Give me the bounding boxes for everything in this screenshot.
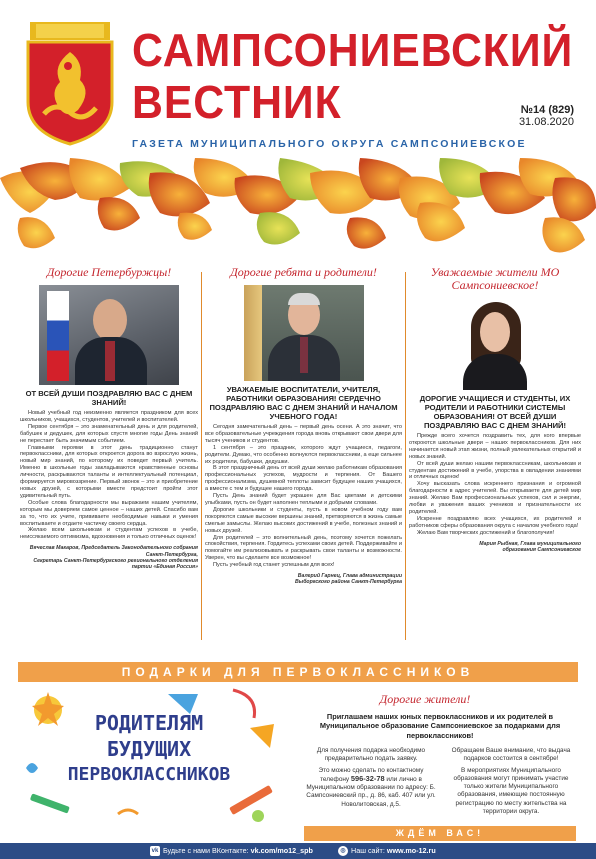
footer-bar: [0, 843, 596, 859]
paragraph: 1 сентября – это праздник, которого ждут учащиеся, педагоги, родители. Думаю, что особенно волнуются первоклассники, а еще сильнее их родители, бабушки, дедушки.: [205, 444, 402, 465]
article-signature: [20, 545, 198, 571]
phone-number[interactable]: 596-32-78: [350, 773, 385, 783]
article-column-3: [409, 266, 581, 646]
paragraph: Сегодня замечательный день – первый день осени. А это значит, что все образовательные учреждения города вновь открывают свои двери для тысяч учеников и студентов.: [205, 424, 402, 444]
gifts-right-column: [446, 747, 576, 816]
portrait-photo-1: [39, 285, 179, 385]
section-banner: ПОДАРКИ ДЛЯ ПЕРВОКЛАССНИКОВ: [18, 662, 578, 682]
signature-name: Мария Рыбная, Глава муниципального: [479, 540, 581, 547]
paragraph: Для родителей – это волнительный день, поэтому хочется пожелать спокойствия, терпения. Гордитесь успехами своих детей. Поддерживайте и помогайте им реализовывать и раскрывать свои таланты и возможности. Уверен, что вы сделаете все возможное!: [205, 534, 402, 562]
signature-name: Валерий Гарнец, Глава администрации: [297, 573, 402, 580]
masthead-title-line1: САМПСОНИЕВСКИЙ: [132, 24, 574, 76]
article-signature: [205, 573, 402, 586]
illustration-line: БУДУЩИХ: [106, 737, 192, 761]
issue-date: 31.08.2020: [518, 116, 574, 128]
site-label: Наш сайт:: [351, 846, 385, 855]
greeting-heading: Уважаемые жители МО Сампсониевское!: [430, 266, 560, 292]
paragraph: Пусть учебный год станет успешным для всех!: [213, 562, 335, 569]
site-link[interactable]: www.mo-12.ru: [386, 846, 436, 855]
illustration-line: РОДИТЕЛЯМ: [94, 711, 204, 735]
signature-role: образования Сампсониевское: [502, 547, 581, 553]
footer-vk: [150, 843, 313, 859]
article-headline: ДОРОГИЕ УЧАЩИЕСЯ И СТУДЕНТЫ, ИХ РОДИТЕЛИ И РАБОТНИКИ СИСТЕМЫ ОБРАЗОВАНИЯ! ОТ ВСЕЙ ДУШИ ПОЗДРАВЛЯЮ ВАС С ДНЕМ ЗНАНИЙ!: [419, 394, 571, 430]
paragraph: Прежде всего хочется поздравить тех, для кого впервые откроются школьные двери – наших первоклассников. Для них начинается новый этап жизни, полный увлекательных открытий и новых знаний.: [409, 433, 581, 460]
column-divider: [201, 272, 202, 640]
article-column-2: [205, 266, 402, 646]
vk-icon: vk: [151, 848, 159, 855]
illustration-line: ПЕРВОКЛАССНИКОВ: [67, 764, 231, 785]
paragraph: Дорогие школьники и студенты, пусть в новом учебном году вам покоряются самые высокие вершины знаний, претворяются в жизнь самые смелые замыслы. Желаю высоких достижений в учебе, полезных знаний и новых друзей.: [205, 506, 402, 534]
portrait-photo-3: [449, 298, 541, 390]
paragraph: Пусть День знаний будет украшен для Вас цветами и детскими улыбками, пусть он будет наполнен теплыми и добрыми словами.: [205, 493, 402, 506]
paragraph: Желаю Вам творческих достижений и благополучия!: [417, 529, 555, 536]
paragraph: Для получения подарка необходимо предварительно подать заявку.: [316, 747, 426, 763]
article-signature: [409, 541, 581, 554]
paragraph: Особые слова благодарности мы выражаем нашим учителям, которым мы доверяем самое ценное – наших детей. Спасибо вам за то, что их учите, прививаете необходимые навыки и умения воспитываете и отдаете частичку своего сердца.: [20, 499, 198, 527]
coat-of-arms-emblem: [22, 22, 118, 146]
text: или лично в Муниципальном образовании по адресу: Б. Сампсониевский пр., д. 86, каб. 407 или ул. Новолитовская, д.5.: [306, 775, 436, 808]
paragraph: Новый учебный год неизменно является праздником для всех школьников, учащихся, студентов, учителей и воспитателей.: [20, 410, 198, 423]
column-divider: [405, 272, 406, 640]
footer-site: [338, 843, 436, 859]
signature-role: Секретарь Санкт-Петербургского регионального отделения партии «Единая Россия»: [33, 558, 198, 571]
portrait-photo-2: [244, 285, 364, 381]
text: Это можно сделать по контактному телефону: [318, 766, 424, 783]
gifts-greeting: Дорогие жители!: [379, 692, 471, 706]
autumn-leaves-decoration: [0, 158, 596, 268]
paragraph: Главными героями в этот день традиционно станут первоклассники, для которых откроется дорога во взрослую жизнь, новый мир знаний, по которому их поведет первый учитель. Именно в школьные годы закладываются нравственные основы личности, раскрываются таланты и интеллектуальный потенциал, формируется мировоззрение. Первый звонок – это и приобретение новых друзей, с которыми вместе предстоит пройти этот удивительный путь.: [20, 444, 198, 499]
vk-label: Будьте с нами ВКонтакте:: [163, 846, 249, 855]
globe-icon: ◎: [338, 846, 348, 856]
paragraph: Первое сентября – это знаменательный день и для родителей, бабушек и дедушек, для которых спустя многие годы День знаний не перестает быть значимым событием.: [20, 423, 198, 444]
issue-number: №14 (829): [520, 104, 574, 116]
paragraph: От всей души желаю нашим первоклассникам, школьникам и студентам достижений в учебе, упорства в овладении знаниями и отличных оценок!: [409, 460, 581, 481]
paragraph: Обращаем Ваше внимание, что выдача подарков состоится в сентябре!: [451, 747, 571, 763]
paragraph: Желаю всем школьникам и студентам успехов в учебе, неиссякаемого оптимизма, вдохновения и только отличных оценок!: [20, 527, 198, 541]
signature-role: Выборгского района Санкт-Петербурга: [295, 579, 402, 586]
paragraph: В мероприятиях Муниципального образования могут принимать участие только жители Муниципального образования, имеющие постоянную регистрацию по месту жительства на территории округа.: [453, 766, 569, 816]
paragraph: [306, 767, 436, 809]
article-column-1: [20, 266, 198, 646]
article-body: [20, 410, 198, 541]
vk-link[interactable]: vk.com/mo12_spb: [250, 846, 313, 855]
signature-name: Вячеслав Макаров, Председатель Законодательного собрания Санкт-Петербурга,: [29, 545, 198, 558]
article-headline: УВАЖАЕМЫЕ ВОСПИТАТЕЛИ, УЧИТЕЛЯ, РАБОТНИКИ ОБРАЗОВАНИЯ! СЕРДЕЧНО ПОЗДРАВЛЯЮ ВАС С ДНЕМ ЗНАНИЙ И НАЧАЛОМ УЧЕБНОГО ГОДА!: [209, 385, 398, 421]
greeting-heading: Дорогие ребята и родители!: [230, 266, 377, 279]
masthead-subtitle: ГАЗЕТА МУНИЦИПАЛЬНОГО ОКРУГА САМПСОНИЕВСКОЕ: [132, 138, 527, 150]
article-body: [409, 433, 581, 537]
first-graders-illustration: [18, 688, 280, 830]
article-body: [205, 424, 402, 569]
paragraph: Хочу высказать слова искреннего признания и огромной благодарности в адрес учителей. Вы открываете для детей мир знаний. Желаю Вам профессиональных успехов, сил и энергии, любви и уважения ваших учеников и признательности их родителей.: [409, 481, 581, 515]
illustration-text: [18, 710, 280, 788]
gifts-bottom-bar: ЖДЁМ ВАС!: [304, 826, 576, 841]
article-headline: ОТ ВСЕЙ ДУШИ ПОЗДРАВЛЯЮ ВАС С ДНЕМ ЗНАНИЙ!: [25, 389, 193, 407]
gifts-invitation: Приглашаем наших юных первоклассников и их родителей в Муниципальное образование Сампсониевское за подарками для первоклассников!: [319, 712, 561, 740]
masthead-title-line2: ВЕСТНИК: [132, 76, 342, 128]
greeting-heading: Дорогие Петербуржцы!: [46, 266, 172, 279]
paragraph: В этот праздничный день от всей души желаю работникам образования профессиональных успехов, мудрости и терпения. От Вашего профессионализма, душевной теплоты зависит будущее наших учащихся, а вместе с тем и будущее нашего города.: [205, 465, 402, 493]
gifts-left-column: [306, 747, 436, 809]
issue-info: [519, 104, 574, 128]
paragraph: Искренне поздравляю всех учащихся, их родителей и работников сферы образования округа с началом учебного года!: [409, 515, 581, 529]
